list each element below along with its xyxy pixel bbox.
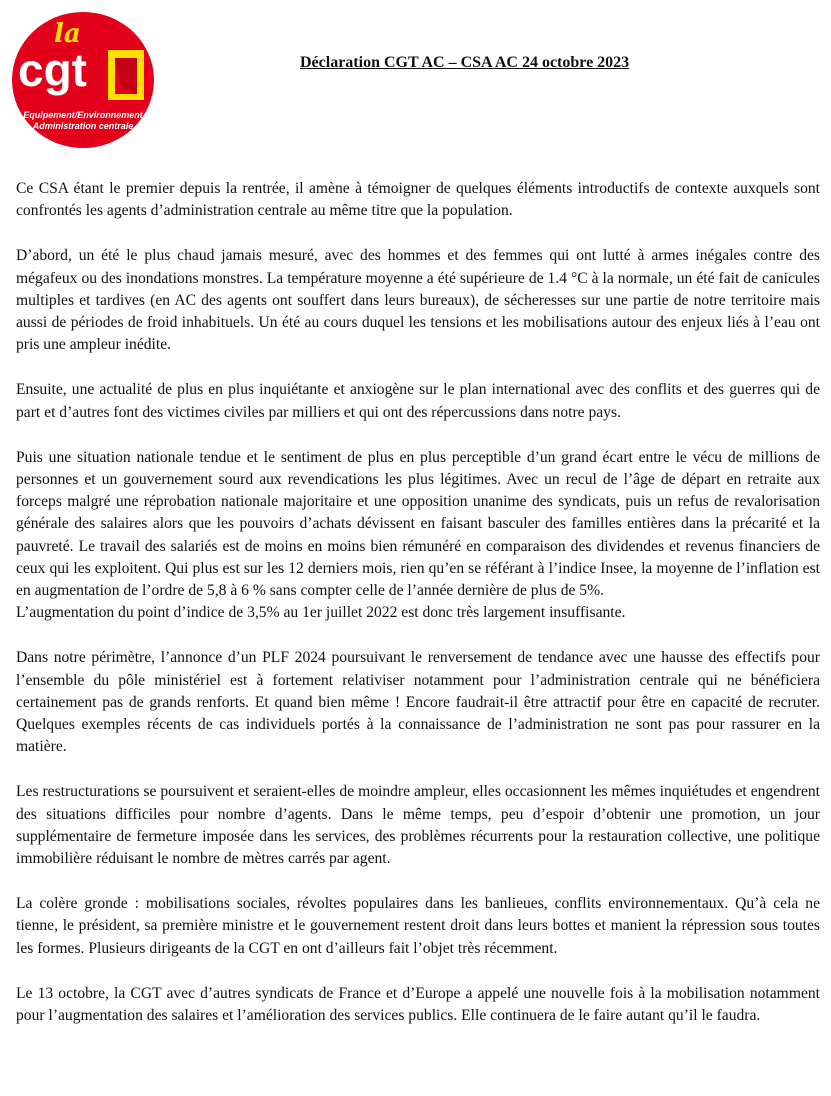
paragraph-13-octobre: Le 13 octobre, la CGT avec d’autres syndicats de France et d’Europe a appelé une nouvelle fois à la mobilisation notamment pour l’augmentation des salaires et l’amélioration des services publics. Elle continuera de le faire autant qu’il le faudra.	[16, 984, 820, 1025]
logo-subtitle-line1: Equipement/Environnement	[23, 110, 143, 120]
paragraph-intro: Ce CSA étant le premier depuis la rentrée, il amène à témoigner de quelques éléments introductifs de contexte auxquels sont confrontés les agents d’administration centrale au même titre que la population.	[16, 180, 820, 220]
document-body	[16, 178, 820, 1050]
paragraph-colere: La colère gronde : mobilisations sociales, révoltes populaires dans les banlieues, conflits environnementaux. Qu’à cela ne tienne, le président, sa première ministre et le gouvernement restent droit dans leurs bottes et manient la répression sous toutes les formes. Plusieurs dirigeants de la CGT en ont d’ailleurs fait l’objet très récemment.	[16, 895, 820, 957]
paragraph-restructurations: Les restructurations se poursuivent et seraient-elles de moindre ampleur, elles occasionnent les mêmes inquiétudes et engendrent des situations difficiles pour nombre d’agents. Dans le même temps, peu d’espoir d’obtenir une promotion, un jour supplémentaire de fermeture imposée dans les services, des problèmes récurrents pour la restauration collective, une politique immobilière réduisant le nombre de mètres carrés par agent.	[16, 783, 820, 868]
cgt-logo	[12, 12, 154, 148]
logo-la-text: la	[54, 19, 81, 49]
logo-cgt-text: cgt	[18, 44, 87, 96]
paragraph-national: Puis une situation nationale tendue et le sentiment de plus en plus perceptible d’un grand écart entre le vécu de millions de personnes et un gouvernement sourd aux revendications les plus légitimes. Avec un recul de l’âge de départ en retraite aux forceps malgré une réprobation nationale majoritaire et une opposition unanime des syndicats, puis un refus de revalorisation générale des salaires alors que les pouvoirs d’achats dévissent en faisant basculer des familles entières dans la précarité et la pauvreté. Le travail des salariés est de moins en moins bien rémunéré en comparaison des dividendes et revenus financiers de ceux qui les exploitent. Qui plus est sur les 12 derniers mois, rien qu’en se référant à l’indice Insee, la moyenne de l’inflation est en augmentation de l’ordre de 5,8 à 6 % sans compter celle de l’année dernière de plus de 5%.	[16, 448, 820, 600]
paragraph-international: Ensuite, une actualité de plus en plus inquiétante et anxiogène sur le plan international avec des conflits et des guerres qui de part et d’autres font des victimes civiles par milliers et qui ont des répercussions dans notre pays.	[16, 381, 820, 421]
logo-subtitle-line2: Administration centrale	[32, 121, 134, 131]
paragraph-plf: Dans notre périmètre, l’annonce d’un PLF 2024 poursuivant le renversement de tendance avec une hausse des effectifs pour l’ensemble du pôle ministériel est à fortement relativiser notamment pour l’administration centrale qui ne bénéficiera certainement pas de grands renforts. Et quand bien même ! Encore faudrait-il être attractif pour être en capacité de recruter. Quelques exemples récents de cas individuels portés à la connaissance de l’administration ne sont pas pour rassurer en la matière.	[16, 649, 820, 756]
document-title: Déclaration CGT AC – CSA AC 24 octobre 2023	[300, 54, 630, 71]
paragraph-index-point: L’augmentation du point d’indice de 3,5% au 1er juillet 2022 est donc très largement insuffisante.	[16, 604, 626, 622]
paragraph-summer: D’abord, un été le plus chaud jamais mesuré, avec des hommes et des femmes qui ont lutté à armes inégales contre des mégafeux ou des inondations monstres. La température moyenne a été supérieure de 1.4 °C à la normale, un été fait de canicules multiples et tardives (en AC des agents ont souffert dans leurs bureaux), de sécheresses sur une partie de notre territoire mais aussi de périodes de froid inhabituels. Un été au cours duquel les tensions et les mobilisations autour des enjeux liés à l’eau ont pris une ampleur inédite.	[16, 247, 820, 354]
